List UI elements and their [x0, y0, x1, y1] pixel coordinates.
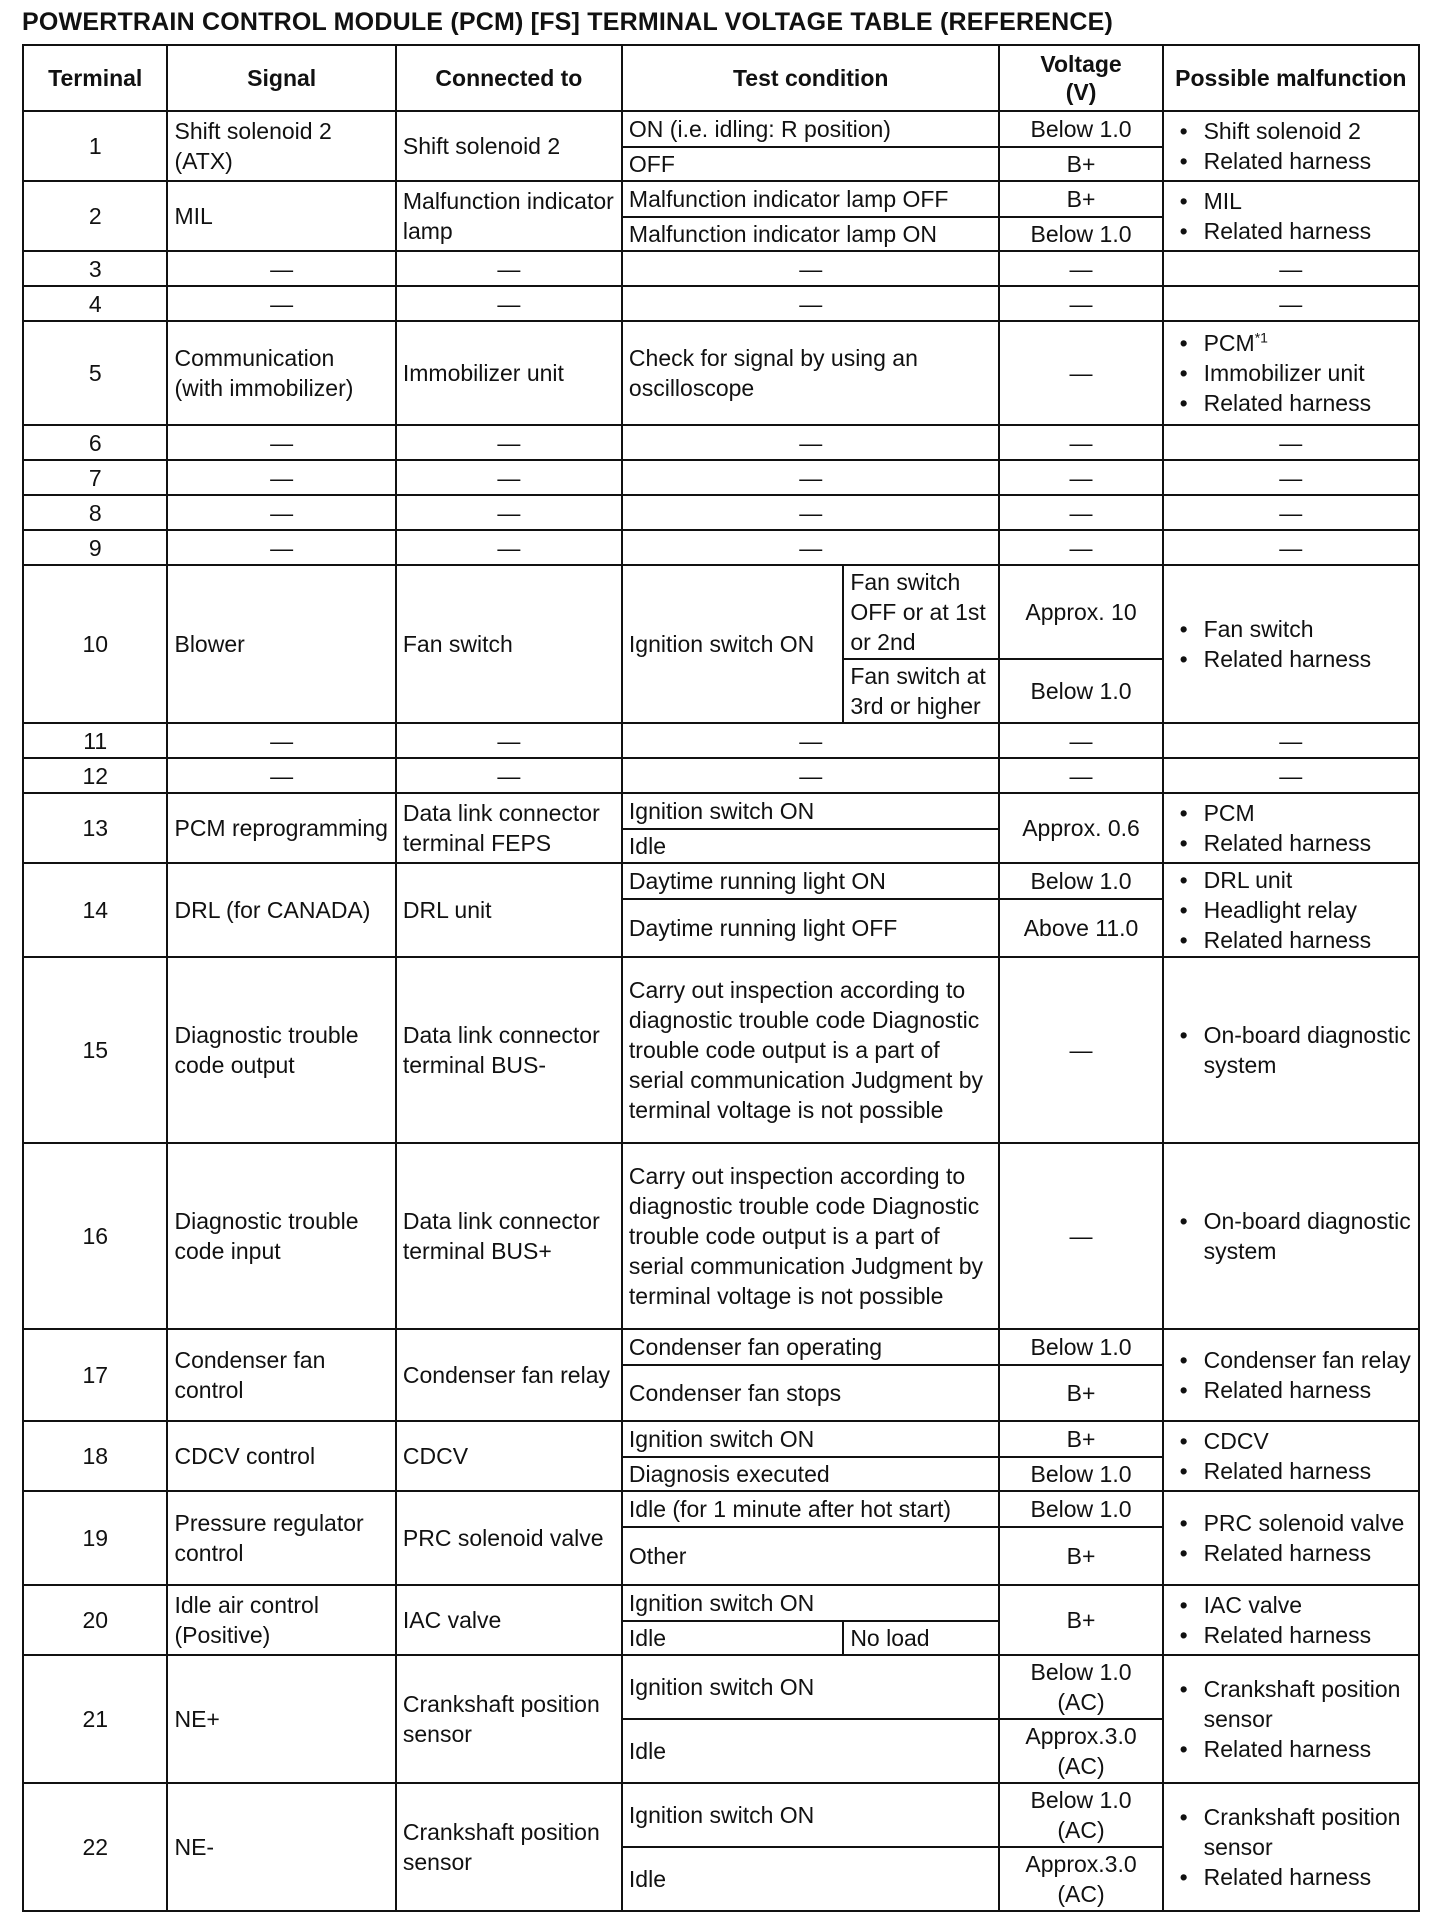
empty-cell: — — [1163, 758, 1419, 793]
terminal-number: 11 — [23, 723, 167, 758]
malfunction-cell — [1163, 1421, 1419, 1491]
voltage-cell: Below 1.0 — [999, 863, 1162, 899]
malfunction-cell — [1163, 1783, 1419, 1911]
connected-to-cell: Crankshaft position sensor — [396, 1655, 622, 1783]
test-condition-cell: Daytime running light ON — [622, 863, 1000, 899]
test-condition-cell: Idle — [622, 1847, 1000, 1911]
signal-cell: NE- — [167, 1783, 395, 1911]
connected-to-cell: IAC valve — [396, 1585, 622, 1655]
table-row — [23, 1585, 1419, 1621]
test-condition-cell: Ignition switch ON — [622, 1783, 1000, 1847]
empty-cell: — — [1163, 460, 1419, 495]
malfunction-item: • On-board diagnostic system — [1170, 1206, 1412, 1266]
voltage-cell: Below 1.0 (AC) — [999, 1655, 1162, 1719]
empty-cell: — — [999, 321, 1162, 425]
voltage-cell: Approx. 10 — [999, 565, 1162, 659]
page-title: POWERTRAIN CONTROL MODULE (PCM) [FS] TERMINAL VOLTAGE TABLE (REFERENCE) — [22, 8, 1113, 36]
connected-to-cell: Shift solenoid 2 — [396, 111, 622, 181]
table-row — [23, 1491, 1419, 1527]
signal-cell: Pressure regulator control — [167, 1491, 395, 1585]
empty-cell: — — [167, 495, 395, 530]
empty-cell: — — [622, 460, 1000, 495]
terminal-number: 13 — [23, 793, 167, 863]
malfunction-item: • Shift solenoid 2 — [1170, 116, 1412, 146]
malfunction-item: • Condenser fan relay — [1170, 1345, 1412, 1375]
empty-cell: — — [999, 286, 1162, 321]
empty-cell: — — [167, 286, 395, 321]
test-condition-cell: ON (i.e. idling: R position) — [622, 111, 1000, 147]
voltage-cell: B+ — [999, 1585, 1162, 1655]
terminal-number: 10 — [23, 565, 167, 723]
header-voltage — [999, 45, 1162, 111]
malfunction-cell — [1163, 1329, 1419, 1421]
terminal-number: 15 — [23, 957, 167, 1143]
signal-cell: PCM reprogramming — [167, 793, 395, 863]
table-row — [23, 758, 1419, 793]
empty-cell: — — [167, 251, 395, 286]
malfunction-item: • Related harness — [1170, 1456, 1412, 1486]
terminal-number: 2 — [23, 181, 167, 251]
header-possible-malfunction: Possible malfunction — [1163, 45, 1419, 111]
connected-to-cell: Condenser fan relay — [396, 1329, 622, 1421]
malfunction-item: • Immobilizer unit — [1170, 358, 1412, 388]
empty-cell: — — [999, 957, 1162, 1143]
malfunction-item: • PCM — [1170, 798, 1412, 828]
empty-cell: — — [999, 425, 1162, 460]
test-condition-cell: Daytime running light OFF — [622, 899, 1000, 957]
header-voltage-label: Voltage — [1040, 51, 1122, 77]
voltage-cell: Approx. 0.6 — [999, 793, 1162, 863]
test-condition-cell: Condenser fan operating — [622, 1329, 1000, 1365]
malfunction-item: • PRC solenoid valve — [1170, 1508, 1412, 1538]
malfunction-item: • DRL unit — [1170, 865, 1412, 895]
voltage-cell: Approx.3.0 (AC) — [999, 1847, 1162, 1911]
malfunction-cell — [1163, 181, 1419, 251]
empty-cell: — — [1163, 286, 1419, 321]
table-row — [23, 181, 1419, 217]
malfunction-item: • Related harness — [1170, 1538, 1412, 1568]
header-voltage-unit: (V) — [1065, 79, 1097, 105]
signal-cell: Idle air control (Positive) — [167, 1585, 395, 1655]
test-condition-cell: Ignition switch ON — [622, 793, 1000, 829]
connected-to-cell: PRC solenoid valve — [396, 1491, 622, 1585]
test-condition-cell: Ignition switch ON — [622, 565, 843, 723]
voltage-cell: Below 1.0 — [999, 1457, 1162, 1491]
malfunction-item: • Related harness — [1170, 1375, 1412, 1405]
connected-to-cell: CDCV — [396, 1421, 622, 1491]
test-condition-cell: Ignition switch ON — [622, 1421, 1000, 1457]
terminal-number: 20 — [23, 1585, 167, 1655]
terminal-number: 6 — [23, 425, 167, 460]
connected-to-cell: DRL unit — [396, 863, 622, 957]
malfunction-cell — [1163, 1585, 1419, 1655]
empty-cell: — — [999, 251, 1162, 286]
test-condition-cell: Carry out inspection according to diagnostic trouble code Diagnostic trouble code output is a part of serial communication Judgment by terminal voltage is not possible — [622, 957, 1000, 1143]
empty-cell: — — [1163, 425, 1419, 460]
voltage-cell: Below 1.0 — [999, 217, 1162, 251]
table-row — [23, 321, 1419, 425]
connected-to-cell: Data link connector terminal BUS- — [396, 957, 622, 1143]
malfunction-item: • IAC valve — [1170, 1590, 1412, 1620]
header-connected-to: Connected to — [396, 45, 622, 111]
connected-to-cell: Malfunction indicator lamp — [396, 181, 622, 251]
table-row — [23, 1421, 1419, 1457]
empty-cell: — — [396, 425, 622, 460]
malfunction-cell — [1163, 863, 1419, 957]
empty-cell: — — [167, 723, 395, 758]
test-condition-cell: Idle — [622, 829, 1000, 863]
test-condition-cell: Ignition switch ON — [622, 1655, 1000, 1719]
malfunction-cell — [1163, 565, 1419, 723]
terminal-number: 19 — [23, 1491, 167, 1585]
footnote-marker: *1 — [1254, 329, 1268, 346]
terminal-number: 14 — [23, 863, 167, 957]
terminal-number: 9 — [23, 530, 167, 565]
empty-cell: — — [999, 460, 1162, 495]
malfunction-cell — [1163, 321, 1419, 425]
terminal-number: 4 — [23, 286, 167, 321]
voltage-cell: Below 1.0 — [999, 111, 1162, 147]
empty-cell: — — [1163, 723, 1419, 758]
test-condition-cell: Malfunction indicator lamp OFF — [622, 181, 1000, 217]
voltage-cell: B+ — [999, 181, 1162, 217]
signal-cell: Condenser fan control — [167, 1329, 395, 1421]
table-row — [23, 286, 1419, 321]
connected-to-cell: Data link connector terminal FEPS — [396, 793, 622, 863]
empty-cell: — — [622, 530, 1000, 565]
test-condition-cell: Idle — [622, 1719, 1000, 1783]
empty-cell: — — [622, 251, 1000, 286]
voltage-cell: Approx.3.0 (AC) — [999, 1719, 1162, 1783]
test-condition-cell: Carry out inspection according to diagnostic trouble code Diagnostic trouble code output is a part of serial communication Judgment by terminal voltage is not possible — [622, 1143, 1000, 1329]
test-condition-cell: OFF — [622, 147, 1000, 181]
malfunction-item: • Related harness — [1170, 1620, 1412, 1650]
malfunction-cell — [1163, 1655, 1419, 1783]
empty-cell: — — [167, 460, 395, 495]
connected-to-cell: Fan switch — [396, 565, 622, 723]
empty-cell: — — [396, 286, 622, 321]
malfunction-item: • MIL — [1170, 186, 1412, 216]
terminal-number: 8 — [23, 495, 167, 530]
table-row — [23, 425, 1419, 460]
voltage-cell: Above 11.0 — [999, 899, 1162, 957]
test-subcondition-cell: Fan switch OFF or at 1st or 2nd — [843, 565, 999, 659]
empty-cell: — — [1163, 251, 1419, 286]
empty-cell: — — [999, 758, 1162, 793]
empty-cell: — — [396, 495, 622, 530]
test-subcondition-cell: No load — [843, 1621, 999, 1655]
table-row — [23, 251, 1419, 286]
malfunction-item — [1170, 328, 1412, 358]
empty-cell: — — [396, 530, 622, 565]
table-row — [23, 460, 1419, 495]
voltage-cell: B+ — [999, 147, 1162, 181]
malfunction-cell — [1163, 111, 1419, 181]
header-row — [23, 45, 1419, 111]
voltage-cell: Below 1.0 — [999, 1491, 1162, 1527]
test-condition-cell: Malfunction indicator lamp ON — [622, 217, 1000, 251]
empty-cell: — — [396, 460, 622, 495]
terminal-number: 21 — [23, 1655, 167, 1783]
table-row — [23, 1143, 1419, 1329]
malfunction-item: • Fan switch — [1170, 614, 1412, 644]
voltage-cell: Below 1.0 — [999, 659, 1162, 723]
table-row — [23, 1783, 1419, 1847]
signal-cell: Blower — [167, 565, 395, 723]
malfunction-cell — [1163, 793, 1419, 863]
terminal-number: 22 — [23, 1783, 167, 1911]
empty-cell: — — [622, 495, 1000, 530]
header-test-condition: Test condition — [622, 45, 1000, 111]
signal-cell: MIL — [167, 181, 395, 251]
malfunction-item: • Related harness — [1170, 1862, 1412, 1892]
table-row — [23, 723, 1419, 758]
malfunction-item: • Related harness — [1170, 146, 1412, 176]
terminal-number: 17 — [23, 1329, 167, 1421]
signal-cell: Diagnostic trouble code input — [167, 1143, 395, 1329]
terminal-voltage-table — [22, 44, 1420, 1912]
empty-cell: — — [999, 723, 1162, 758]
terminal-number: 7 — [23, 460, 167, 495]
malfunction-cell — [1163, 1491, 1419, 1585]
signal-cell: DRL (for CANADA) — [167, 863, 395, 957]
test-condition-cell: Check for signal by using an oscilloscope — [622, 321, 1000, 425]
test-subcondition-cell: Fan switch at 3rd or higher — [843, 659, 999, 723]
terminal-number: 1 — [23, 111, 167, 181]
terminal-number: 5 — [23, 321, 167, 425]
terminal-number: 16 — [23, 1143, 167, 1329]
empty-cell: — — [999, 495, 1162, 530]
empty-cell: — — [622, 286, 1000, 321]
table-row — [23, 530, 1419, 565]
test-condition-cell: Other — [622, 1527, 1000, 1585]
table-row — [23, 793, 1419, 829]
empty-cell: — — [999, 1143, 1162, 1329]
table-row — [23, 111, 1419, 147]
empty-cell: — — [396, 251, 622, 286]
empty-cell: — — [167, 530, 395, 565]
test-condition-cell: Idle — [622, 1621, 843, 1655]
empty-cell: — — [167, 758, 395, 793]
connected-to-cell: Crankshaft position sensor — [396, 1783, 622, 1911]
malfunction-item: • Related harness — [1170, 644, 1412, 674]
empty-cell: — — [622, 758, 1000, 793]
empty-cell: — — [396, 758, 622, 793]
malfunction-item: • On-board diagnostic system — [1170, 1020, 1412, 1080]
malfunction-item: • Related harness — [1170, 828, 1412, 858]
table-row — [23, 863, 1419, 899]
signal-cell: Communication (with immobilizer) — [167, 321, 395, 425]
empty-cell: — — [999, 530, 1162, 565]
voltage-cell: B+ — [999, 1365, 1162, 1421]
malfunction-item: • Crankshaft position sensor — [1170, 1802, 1412, 1862]
malfunction-item: • Related harness — [1170, 925, 1412, 955]
empty-cell: — — [1163, 530, 1419, 565]
terminal-number: 12 — [23, 758, 167, 793]
malfunction-cell — [1163, 1143, 1419, 1329]
empty-cell: — — [622, 723, 1000, 758]
empty-cell: — — [1163, 495, 1419, 530]
test-condition-cell: Condenser fan stops — [622, 1365, 1000, 1421]
malfunction-item: • Headlight relay — [1170, 895, 1412, 925]
malfunction-item: • Related harness — [1170, 216, 1412, 246]
empty-cell: — — [167, 425, 395, 460]
terminal-number: 18 — [23, 1421, 167, 1491]
voltage-cell: B+ — [999, 1421, 1162, 1457]
malfunction-cell — [1163, 957, 1419, 1143]
test-condition-cell: Idle (for 1 minute after hot start) — [622, 1491, 1000, 1527]
connected-to-cell: Data link connector terminal BUS+ — [396, 1143, 622, 1329]
terminal-number: 3 — [23, 251, 167, 286]
malfunction-item: • Related harness — [1170, 388, 1412, 418]
empty-cell: — — [396, 723, 622, 758]
connected-to-cell: Immobilizer unit — [396, 321, 622, 425]
signal-cell: Diagnostic trouble code output — [167, 957, 395, 1143]
malfunction-item-label: PCM — [1203, 330, 1255, 356]
empty-cell: — — [622, 425, 1000, 460]
header-signal: Signal — [167, 45, 395, 111]
table-row — [23, 495, 1419, 530]
signal-cell: Shift solenoid 2 (ATX) — [167, 111, 395, 181]
voltage-cell: B+ — [999, 1527, 1162, 1585]
malfunction-item: • Crankshaft position sensor — [1170, 1674, 1412, 1734]
table-row — [23, 1329, 1419, 1365]
header-terminal: Terminal — [23, 45, 167, 111]
voltage-cell: Below 1.0 (AC) — [999, 1783, 1162, 1847]
test-condition-cell: Ignition switch ON — [622, 1585, 1000, 1621]
table-row — [23, 957, 1419, 1143]
test-condition-cell: Diagnosis executed — [622, 1457, 1000, 1491]
signal-cell: NE+ — [167, 1655, 395, 1783]
voltage-cell: Below 1.0 — [999, 1329, 1162, 1365]
table-row — [23, 565, 1419, 659]
signal-cell: CDCV control — [167, 1421, 395, 1491]
table-row — [23, 1655, 1419, 1719]
malfunction-item: • Related harness — [1170, 1734, 1412, 1764]
malfunction-item: • CDCV — [1170, 1426, 1412, 1456]
